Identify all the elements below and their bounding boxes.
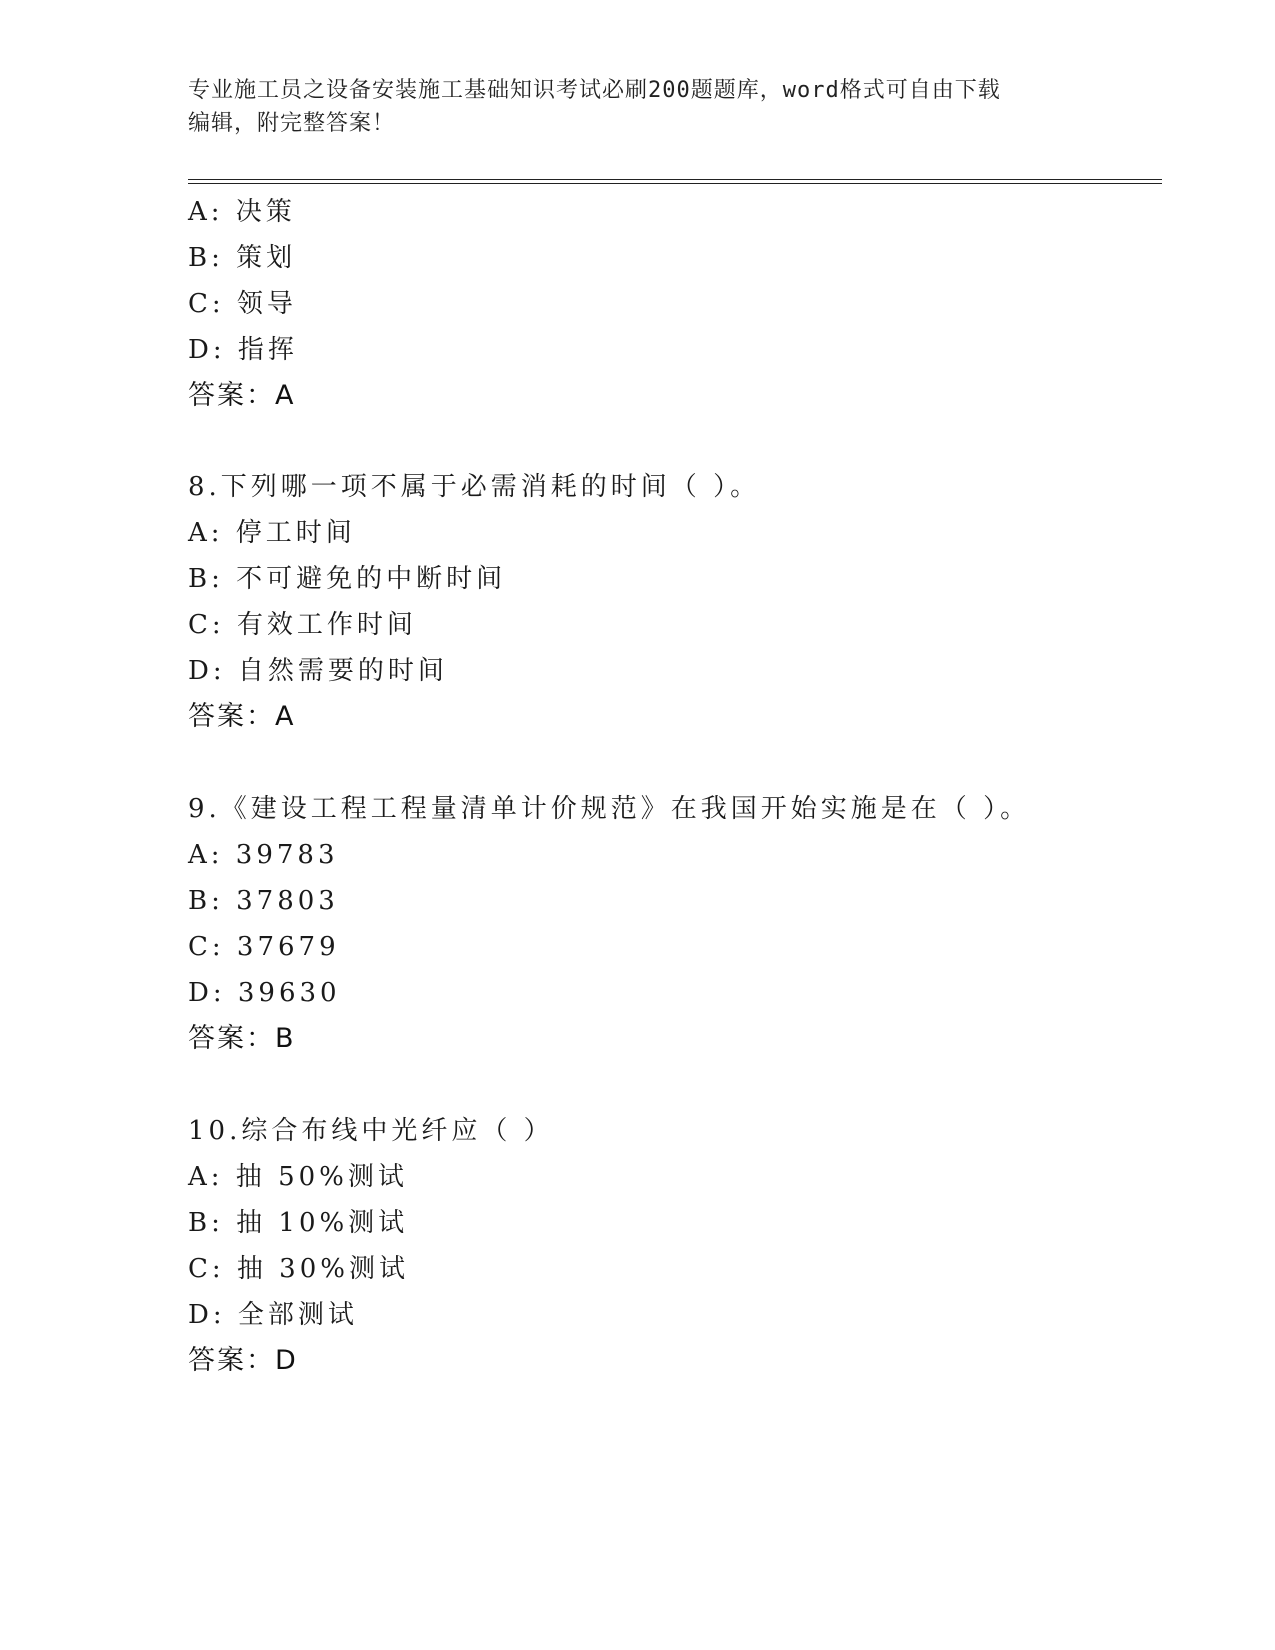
option-d: D: 全部测试: [188, 1300, 358, 1330]
option-b: B: 策划: [188, 243, 297, 273]
option-d: D: 39630: [188, 978, 341, 1008]
answer-label: 答案：: [188, 701, 275, 732]
question-text: 10.综合布线中光纤应（ ）: [188, 1116, 554, 1146]
answer-label: 答案：: [188, 1023, 275, 1054]
question-text: 9.《建设工程工程量清单计价规范》在我国开始实施是在（ ）。: [188, 794, 1031, 824]
header-divider-top: [188, 179, 1162, 180]
option-d: D: 自然需要的时间: [188, 656, 448, 686]
option-a: A: 抽 50%测试: [188, 1162, 408, 1192]
document-header: [188, 74, 1068, 140]
answer-label: 答案：: [188, 380, 275, 411]
option-b: B: 37803: [188, 886, 339, 916]
question-block-9: [188, 786, 1148, 1062]
header-title-line1: 专业施工员之设备安装施工基础知识考试必刷200题题库，word格式可自由下载: [188, 78, 1001, 103]
option-b: B: 抽 10%测试: [188, 1208, 409, 1238]
answer-line: [188, 694, 1148, 740]
option-c: C: 有效工作时间: [188, 610, 417, 640]
question-block-10: [188, 1108, 1148, 1384]
answer-line: [188, 1016, 1148, 1062]
answer-value: D: [275, 1345, 298, 1376]
question-block-8: [188, 464, 1148, 740]
header-divider-bottom: [188, 183, 1162, 184]
answer-value: A: [275, 701, 296, 732]
option-c: C: 抽 30%测试: [188, 1254, 409, 1284]
answer-value: B: [275, 1023, 296, 1054]
question-block-7: [188, 189, 1148, 419]
answer-line: [188, 373, 1148, 419]
option-d: D: 指挥: [188, 335, 298, 365]
option-c: C: 37679: [188, 932, 340, 962]
header-title-line2: 编辑，附完整答案！: [188, 111, 396, 136]
option-a: A: 停工时间: [188, 518, 356, 548]
question-text: 8.下列哪一项不属于必需消耗的时间（ ）。: [188, 472, 761, 502]
option-a: A: 39783: [188, 840, 339, 870]
answer-value: A: [275, 380, 296, 411]
option-b: B: 不可避免的中断时间: [188, 564, 507, 594]
option-a: A: 决策: [188, 197, 296, 227]
answer-line: [188, 1338, 1148, 1384]
option-c: C: 领导: [188, 289, 297, 319]
answer-label: 答案：: [188, 1345, 275, 1376]
